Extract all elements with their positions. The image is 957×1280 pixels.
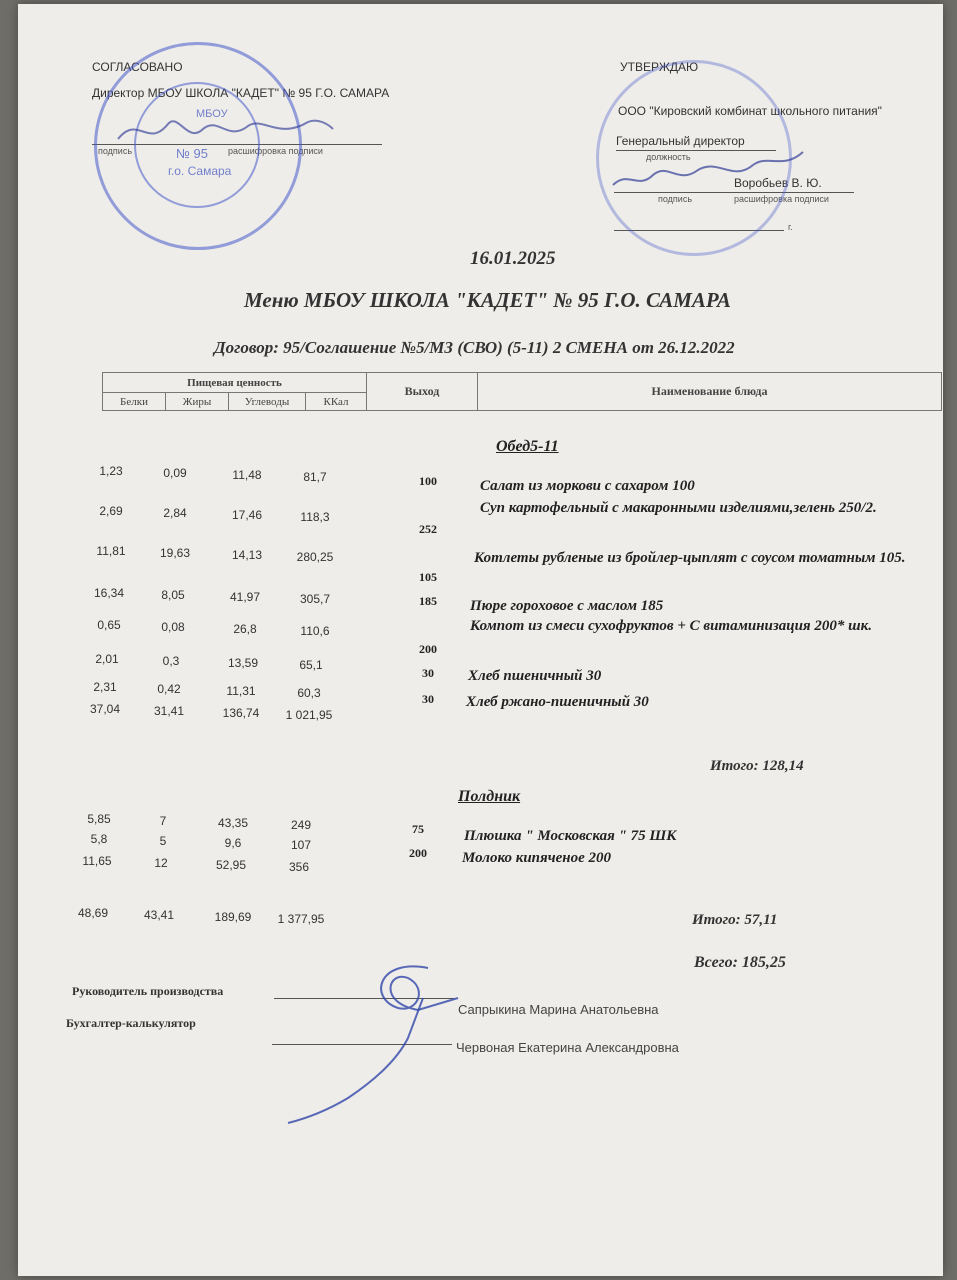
cell-protein: 16,34 [93, 586, 125, 600]
cell-kcal: 81,7 [303, 470, 327, 484]
dish-name: Компот из смеси сухофруктов + С витаминизация 200* шк. [470, 618, 872, 634]
sum-protein: 37,04 [89, 702, 121, 716]
approval-left-decode-caption: расшифровка подписи [228, 146, 323, 156]
stamp-left-text-bottom: г.о. Самара [168, 164, 232, 178]
cell-protein: 1,23 [99, 464, 123, 478]
approval-right-name: Воробьев В. Ю. [734, 176, 822, 190]
table-header [102, 372, 942, 411]
snack-section-title: Полдник [458, 788, 521, 805]
day-sum-carbs: 189,69 [214, 910, 252, 924]
stamp-left-text-mid: № 95 [176, 146, 209, 161]
cell-protein: 2,31 [93, 680, 117, 694]
lunch-total: Итого: 128,14 [710, 758, 804, 774]
cell-fat: 2,84 [163, 506, 187, 520]
approval-right-heading: УТВЕРЖДАЮ [620, 60, 699, 74]
dish-name: Хлеб пшеничный 30 [468, 668, 602, 684]
approval-right-decode-caption: расшифровка подписи [734, 194, 829, 204]
day-sum-fat: 43,41 [143, 908, 175, 922]
output-header: Выход [367, 373, 478, 411]
menu-document [18, 4, 943, 1276]
signature-right [608, 140, 808, 200]
sum-kcal: 1 021,95 [285, 708, 333, 722]
snack-total: Итого: 57,11 [692, 912, 778, 928]
stamp-left-text-top: МБОУ [196, 108, 228, 120]
cell-carbs: 11,48 [232, 468, 262, 482]
cell-fat: 0,09 [163, 466, 187, 480]
signature-left [108, 104, 338, 164]
cell-output: 30 [422, 692, 434, 706]
contract-line: Договор: 95/Соглашение №5/МЗ (СВО) (5-11) 2 СМЕНА от 26.12.2022 [214, 338, 735, 357]
cell-carbs: 13,59 [227, 656, 259, 670]
accountant-name: Червоная Екатерина Александровна [456, 1040, 679, 1055]
menu-title: Меню МБОУ ШКОЛА "КАДЕТ" № 95 Г.О. САМАРА [244, 288, 731, 312]
sum-carbs: 136,74 [222, 706, 260, 720]
cell-fat: 0,3 [162, 654, 180, 668]
sum-fat: 12 [154, 856, 168, 870]
sum-carbs: 52,95 [215, 858, 247, 872]
dish-name: Пюре гороховое с маслом 185 [470, 598, 664, 614]
approval-right-year: г. [788, 222, 793, 232]
cell-fat: 5 [159, 834, 167, 848]
day-sum-protein: 48,69 [77, 906, 109, 920]
cell-fat: 0,08 [161, 620, 185, 634]
cell-protein: 5,8 [90, 832, 108, 846]
cell-output: 30 [422, 666, 434, 680]
approval-left-heading: СОГЛАСОВАНО [92, 60, 183, 74]
cell-output: 105 [419, 570, 437, 584]
approval-right-org: ООО "Кировский комбинат школьного питания" [618, 104, 882, 118]
cell-protein: 2,69 [99, 504, 123, 518]
cell-kcal: 118,3 [300, 510, 330, 524]
nutrition-header: Пищевая ценность [103, 373, 367, 393]
dish-name: Молоко кипяченое 200 [462, 850, 612, 866]
cell-kcal: 305,7 [299, 592, 331, 606]
col-carbs: Углеводы [229, 393, 306, 411]
cell-carbs: 43,35 [217, 816, 249, 830]
col-kcal: ККал [306, 393, 367, 411]
cell-carbs: 9,6 [224, 836, 242, 850]
cell-output: 252 [419, 522, 437, 536]
sum-fat: 31,41 [153, 704, 185, 718]
approval-left-sig-caption: подпись [98, 146, 133, 156]
sum-protein: 11,65 [82, 854, 112, 868]
cell-output: 100 [419, 474, 437, 488]
menu-date: 16.01.2025 [470, 248, 556, 269]
cell-kcal: 249 [290, 818, 312, 832]
dish-name: Котлеты рубленые из бройлер-цыплят с соусом томатным 105. [474, 550, 906, 566]
signature-bottom [258, 958, 478, 1128]
cell-kcal: 280,25 [296, 550, 334, 564]
cell-carbs: 14,13 [231, 548, 263, 562]
lunch-section-title: Обед5-11 [496, 438, 559, 455]
cell-carbs: 11,31 [226, 684, 256, 698]
cell-protein: 11,81 [96, 544, 126, 558]
approval-right-sig-caption: подпись [658, 194, 693, 204]
col-protein: Белки [103, 393, 166, 411]
cell-fat: 7 [159, 814, 167, 828]
cell-output: 200 [409, 846, 427, 860]
head-of-production-label: Руководитель производства [72, 984, 224, 998]
approval-right-position: Генеральный директор [616, 134, 745, 148]
col-fat: Жиры [166, 393, 229, 411]
dish-name: Хлеб ржано-пшеничный 30 [466, 694, 649, 710]
day-sum-kcal: 1 377,95 [277, 912, 325, 926]
cell-fat: 8,05 [161, 588, 185, 602]
cell-output: 185 [419, 594, 437, 608]
cell-protein: 0,65 [97, 618, 121, 632]
dish-name: Плюшка " Московская " 75 ШК [464, 828, 677, 844]
cell-carbs: 41,97 [229, 590, 261, 604]
approval-left-line: Директор МБОУ ШКОЛА "КАДЕТ" № 95 Г.О. САМАРА [92, 86, 390, 100]
head-of-production-name: Сапрыкина Марина Анатольевна [458, 1002, 659, 1017]
cell-output: 200 [419, 642, 437, 656]
grand-total: Всего: 185,25 [694, 954, 786, 971]
dish-name-header: Наименование блюда [478, 373, 942, 411]
approval-right-position-caption: должность [646, 152, 691, 162]
cell-kcal: 60,3 [297, 686, 321, 700]
cell-kcal: 107 [290, 838, 312, 852]
cell-fat: 0,42 [157, 682, 181, 696]
dish-name: Суп картофельный с макаронными изделиями,зелень 250/2. [480, 500, 877, 516]
cell-protein: 2,01 [95, 652, 119, 666]
cell-kcal: 110,6 [300, 624, 330, 638]
cell-carbs: 17,46 [231, 508, 263, 522]
accountant-label: Бухгалтер-калькулятор [66, 1016, 196, 1030]
cell-carbs: 26,8 [233, 622, 257, 636]
sum-kcal: 356 [288, 860, 310, 874]
cell-output: 75 [412, 822, 424, 836]
cell-fat: 19,63 [159, 546, 191, 560]
cell-protein: 5,85 [87, 812, 111, 826]
dish-name: Салат из моркови с сахаром 100 [480, 478, 695, 494]
cell-kcal: 65,1 [299, 658, 323, 672]
